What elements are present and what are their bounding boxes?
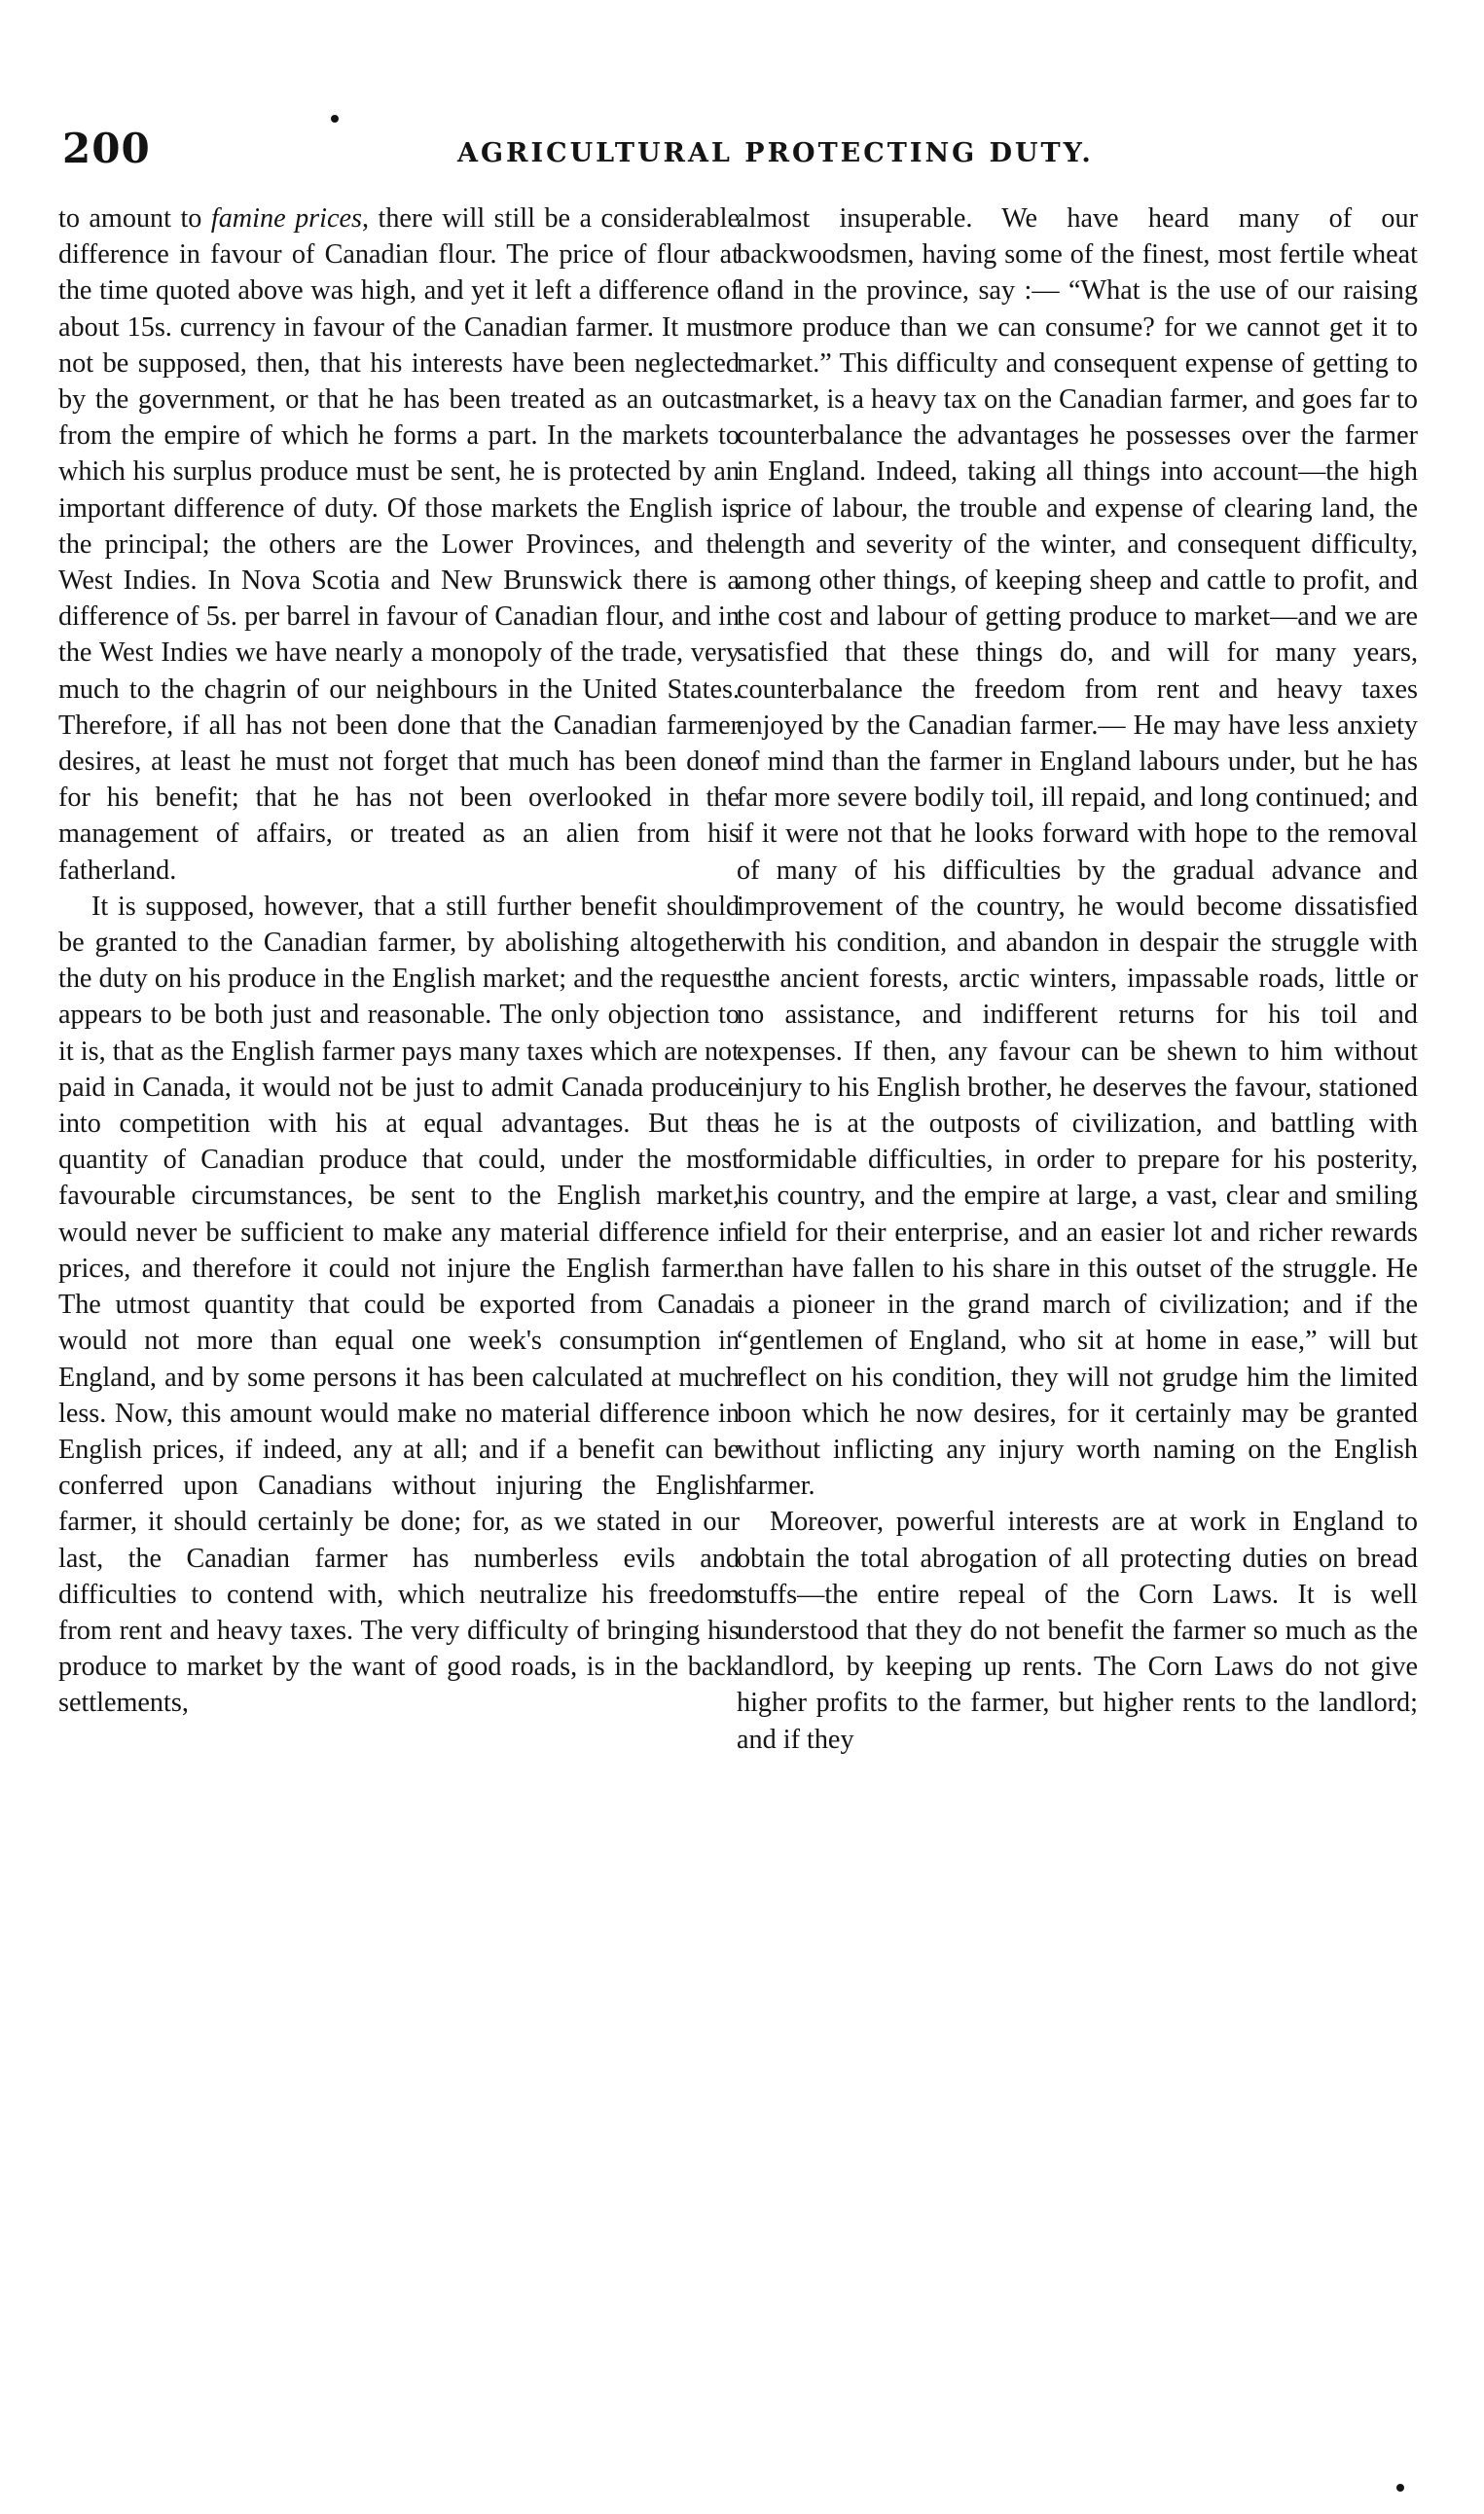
left-paragraph-1 [58, 200, 740, 889]
left-column [58, 200, 740, 2478]
left-paragraph-2: It is supposed, however, that a still further benefit should be granted to the Canadian farmer, by abolishing altogether the duty on his produce in the English market; and the request appears to be both just and reasonable. The only objection to it is, that as the English farmer pays many taxes which are not paid in Canada, it would not be just to admit Canada produce into competition with his at equal advantages. But the quantity of Canadian produce that could, under the most favourable circumstances, be sent to the English market, would never be sufficient to make any material difference in prices, and therefore it could not injure the English farmer. The utmost quantity that could be exported from Canada would not more than equal one week's consumption in England, and by some persons it has been calculated at much less. Now, this amount would make no material difference in English prices, if indeed, any at all; and if a benefit can be conferred upon Canadians without injuring the English farmer, it should certainly be done; for, as we stated in our last, the Canadian farmer has numberless evils and difficulties to contend with, which neutralize his freedom from rent and heavy taxes. The very difficulty of bringing his produce to market by the want of good roads, is in the back settlements, [58, 891, 740, 1719]
right-paragraph-1: almost insuperable. We have heard many of our backwoodsmen, having some of the finest, most fertile wheat land in the province, say :— “What is the use of our raising more produce than we can consume? for we cannot get it to market.” This difficulty and consequent expense of getting to market, is a heavy tax on the Canadian farmer, and goes far to counterbalance the advantages he possesses over the farmer in England. Indeed, taking all things into account—the high price of labour, the trouble and expense of clearing land, the length and severity of the winter, and consequent difficulty, among other things, of keeping sheep and cattle to profit, and the cost and labour of getting produce to market—and we are satisfied that these things do, and will for many years, counterbalance the freedom from rent and heavy taxes enjoyed by the Canadian farmer.— He may have less anxiety of mind than the farmer in England labours under, but he has far more severe bodily toil, ill repaid, and long continued; and if it were not that he looks forward with hope to the removal of many of his difficulties by the gradual advance and improvement of the country, he would become dissatisfied with his condition, and abandon in despair the struggle with the ancient forests, arctic winters, impassable roads, little or no assistance, and indifferent returns for his toil and expenses. If then, any favour can be shewn to him without injury to his English brother, he deserves the favour, stationed as he is at the outposts of civilization, and battling with formidable difficulties, in order to prepare for his posterity, his country, and the empire at large, a vast, clear and smiling field for their enterprise, and an easier lot and richer rewards than have fallen to his share in this outset of the struggle. He is a pioneer in the grand march of civilization; and if the “gentlemen of England, who sit at home in ease,” will but reflect on his condition, they will not grudge him the limited boon which he now desires, for it certainly may be granted without inflicting any injury worth naming on the English farmer. [737, 203, 1418, 1502]
ink-speck [331, 115, 339, 123]
ink-speck [1396, 2484, 1404, 2492]
italic-phrase: famine prices [210, 203, 362, 234]
running-head: AGRICULTURAL PROTECTING DUTY. [457, 138, 1094, 168]
right-column [737, 200, 1418, 2478]
text-run: to amount to [58, 203, 211, 234]
page-header [58, 125, 1416, 183]
page-number: 200 [62, 125, 151, 172]
text-run: , there will still be a considerable difference in favour of Canadian flour. The price of flour at the time quoted above was high, and yet it left a difference of about 15s. currency in favour of the Canadian farmer. It must not be supposed, then, that his interests have been neglected by the government, or that he has been treated as an outcast from the empire of which he forms a part. In the markets to which his surplus produce must be sent, he is protected by an important difference of duty. Of those markets the English is the principal; the others are the Lower Provinces, and the West Indies. In Nova Scotia and New Brunswick there is a difference of 5s. per barrel in favour of Canadian flour, and in the West Indies we have nearly a monopoly of the trade, very much to the chagrin of our neighbours in the United States. Therefore, if all has not been done that the Canadian farmer desires, at least he must not forget that much has been done for his benefit; that he has not been overlooked in the management of affairs, or treated as an alien from his fatherland. [58, 203, 740, 886]
right-paragraph-2: Moreover, powerful interests are at work in England to obtain the total abrogation of all protecting duties on bread stuffs—the entire repeal of the Corn Laws. It is well understood that they do not benefit the farmer so much as the landlord, by keeping up rents. The Corn Laws do not give higher profits to the farmer, but higher rents to the landlord; and if they [737, 1507, 1418, 1755]
